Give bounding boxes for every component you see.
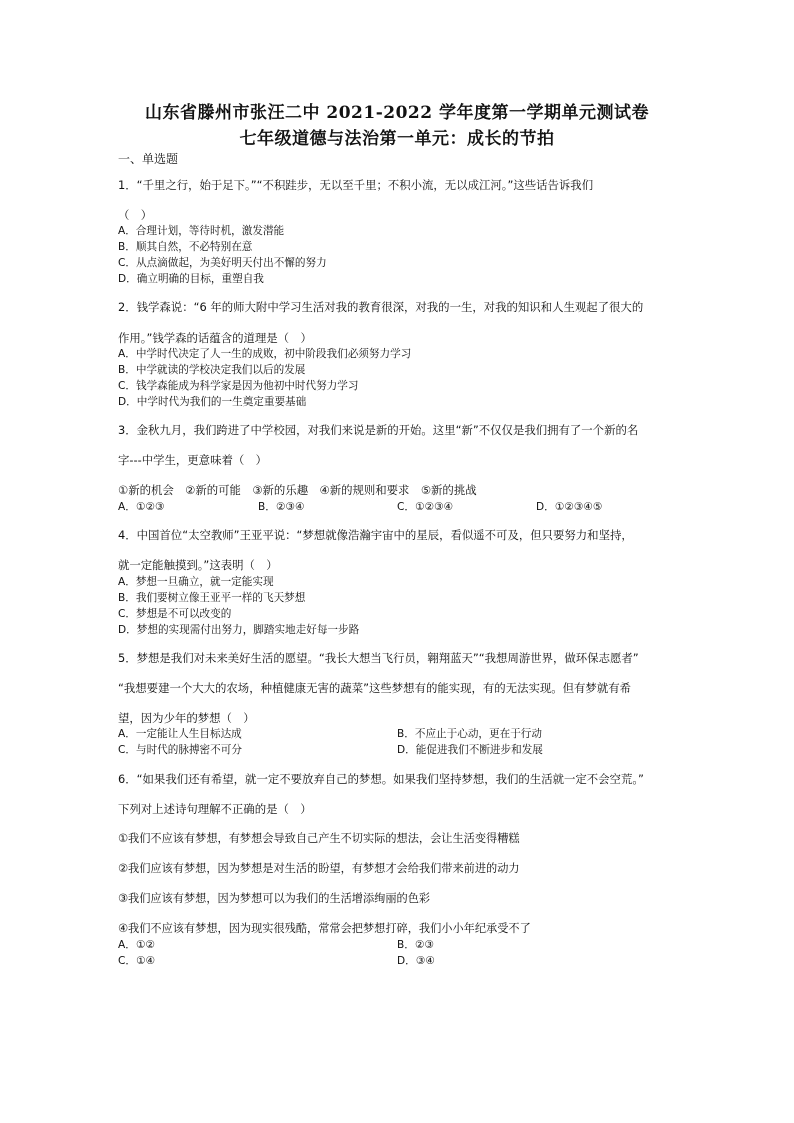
exam-title: 山东省滕州市张汪二中 2021-2022 学年度第一学期单元测试卷	[144, 103, 650, 123]
question-6-option-b: B．②③	[397, 939, 434, 951]
question-1-option-d: D．确立明确的目标，重塑自我	[118, 273, 264, 285]
question-4-stem-cont: 就一定能触摸到。”这表明（ ）	[118, 558, 278, 572]
question-5-stem-cont: “我想要建一个大大的农场，种植健康无害的蔬菜”这些梦想有的能实现，有的无法实现。但有梦就有希	[118, 681, 631, 695]
section-heading: 一、单选题	[118, 152, 179, 166]
question-2-option-b: B．中学就读的学校决定我们以后的发展	[118, 364, 306, 376]
question-5-stem-end: 望，因为少年的梦想（ ）	[118, 711, 255, 725]
question-3-items: ①新的机会 ②新的可能 ③新的乐趣 ④新的规则和要求 ⑤新的挑战	[118, 483, 477, 497]
question-5-option-b: B．不应止于心动，更在于行动	[397, 728, 542, 740]
question-1-option-a: A．合理计划，等待时机，激发潜能	[118, 225, 285, 237]
question-5-option-c: C．与时代的脉搏密不可分	[118, 744, 242, 756]
question-4-option-d: D．梦想的实现需付出努力，脚踏实地走好每一步路	[118, 624, 360, 636]
question-1-option-c: C．从点滴做起，为美好明天付出不懈的努力	[118, 257, 327, 269]
question-6-stem-cont: 下列对上述诗句理解不正确的是（ ）	[118, 802, 312, 816]
question-3-stem-cont: 字---中学生，更意味着（ ）	[118, 453, 268, 467]
question-2-option-c: C．钱学森能成为科学家是因为他初中时代努力学习	[118, 380, 359, 392]
question-4-option-c: C．梦想是不可以改变的	[118, 608, 232, 620]
question-1-stem: 1．“千里之行，始于足下。”“不积跬步，无以至千里；不积小流，无以成江河。”这些话告诉我们	[118, 178, 594, 192]
question-6-option-c: C．①④	[118, 955, 155, 967]
question-5-option-a: A．一定能让人生目标达成	[118, 728, 242, 740]
question-6-statement-3: ③我们应该有梦想，因为梦想可以为我们的生活增添绚丽的色彩	[118, 892, 431, 905]
question-4-option-b: B．我们要树立像王亚平一样的飞天梦想	[118, 592, 306, 604]
question-3-option-a: A．①②③	[118, 501, 165, 513]
question-2-option-d: D．中学时代为我们的一生奠定重要基础	[118, 396, 307, 408]
question-6-statement-2: ②我们应该有梦想，因为梦想是对生活的盼望，有梦想才会给我们带来前进的动力	[118, 862, 520, 875]
question-3-stem: 3．金秋九月，我们跨进了中学校园，对我们来说是新的开始。这里“新”不仅仅是我们拥有了一个新的名	[118, 423, 639, 437]
question-6-statement-4: ④我们不应该有梦想，因为现实很残酷，常常会把梦想打碎，我们小小年纪承受不了	[118, 922, 531, 935]
question-3-option-b: B．②③④	[258, 501, 305, 513]
question-1-option-b: B．顺其自然，不必特别在意	[118, 241, 253, 253]
question-5-stem: 5．梦想是我们对未来美好生活的愿望。“我长大想当飞行员，翱翔蓝天”“我想周游世界，做环保志愿者”	[118, 651, 639, 665]
question-5-option-d: D．能促进我们不断进步和发展	[397, 744, 543, 756]
question-6-option-d: D．③④	[397, 955, 435, 967]
question-3-option-d: D．①②③④⑤	[536, 501, 603, 513]
question-2-option-a: A．中学时代决定了人一生的成败，初中阶段我们必须努力学习	[118, 348, 412, 360]
question-2-stem: 2．钱学森说：“6 年的师大附中学习生活对我的教育很深，对我的一生，对我的知识和人生观起了很大的	[118, 300, 644, 314]
question-6-stem: 6．“如果我们还有希望，就一定不要放弃自己的梦想。如果我们坚持梦想，我们的生活就一定不会空荒。”	[118, 772, 644, 786]
question-2-stem-cont: 作用。”钱学森的话蕴含的道理是（ ）	[118, 331, 312, 345]
exam-subtitle: 七年级道德与法治第一单元：成长的节拍	[239, 129, 555, 149]
question-1-blank: （ ）	[118, 208, 153, 222]
question-4-option-a: A．梦想一旦确立，就一定能实现	[118, 576, 274, 588]
question-6-option-a: A．①②	[118, 939, 155, 951]
question-6-statement-1: ①我们不应该有梦想，有梦想会导致自己产生不切实际的想法，会让生活变得糟糕	[118, 832, 520, 845]
question-4-stem: 4．中国首位“太空教师”王亚平说：“梦想就像浩瀚宇宙中的星辰，看似遥不可及，但只要努力和坚持，	[118, 528, 633, 542]
question-3-option-c: C．①②③④	[397, 501, 453, 513]
